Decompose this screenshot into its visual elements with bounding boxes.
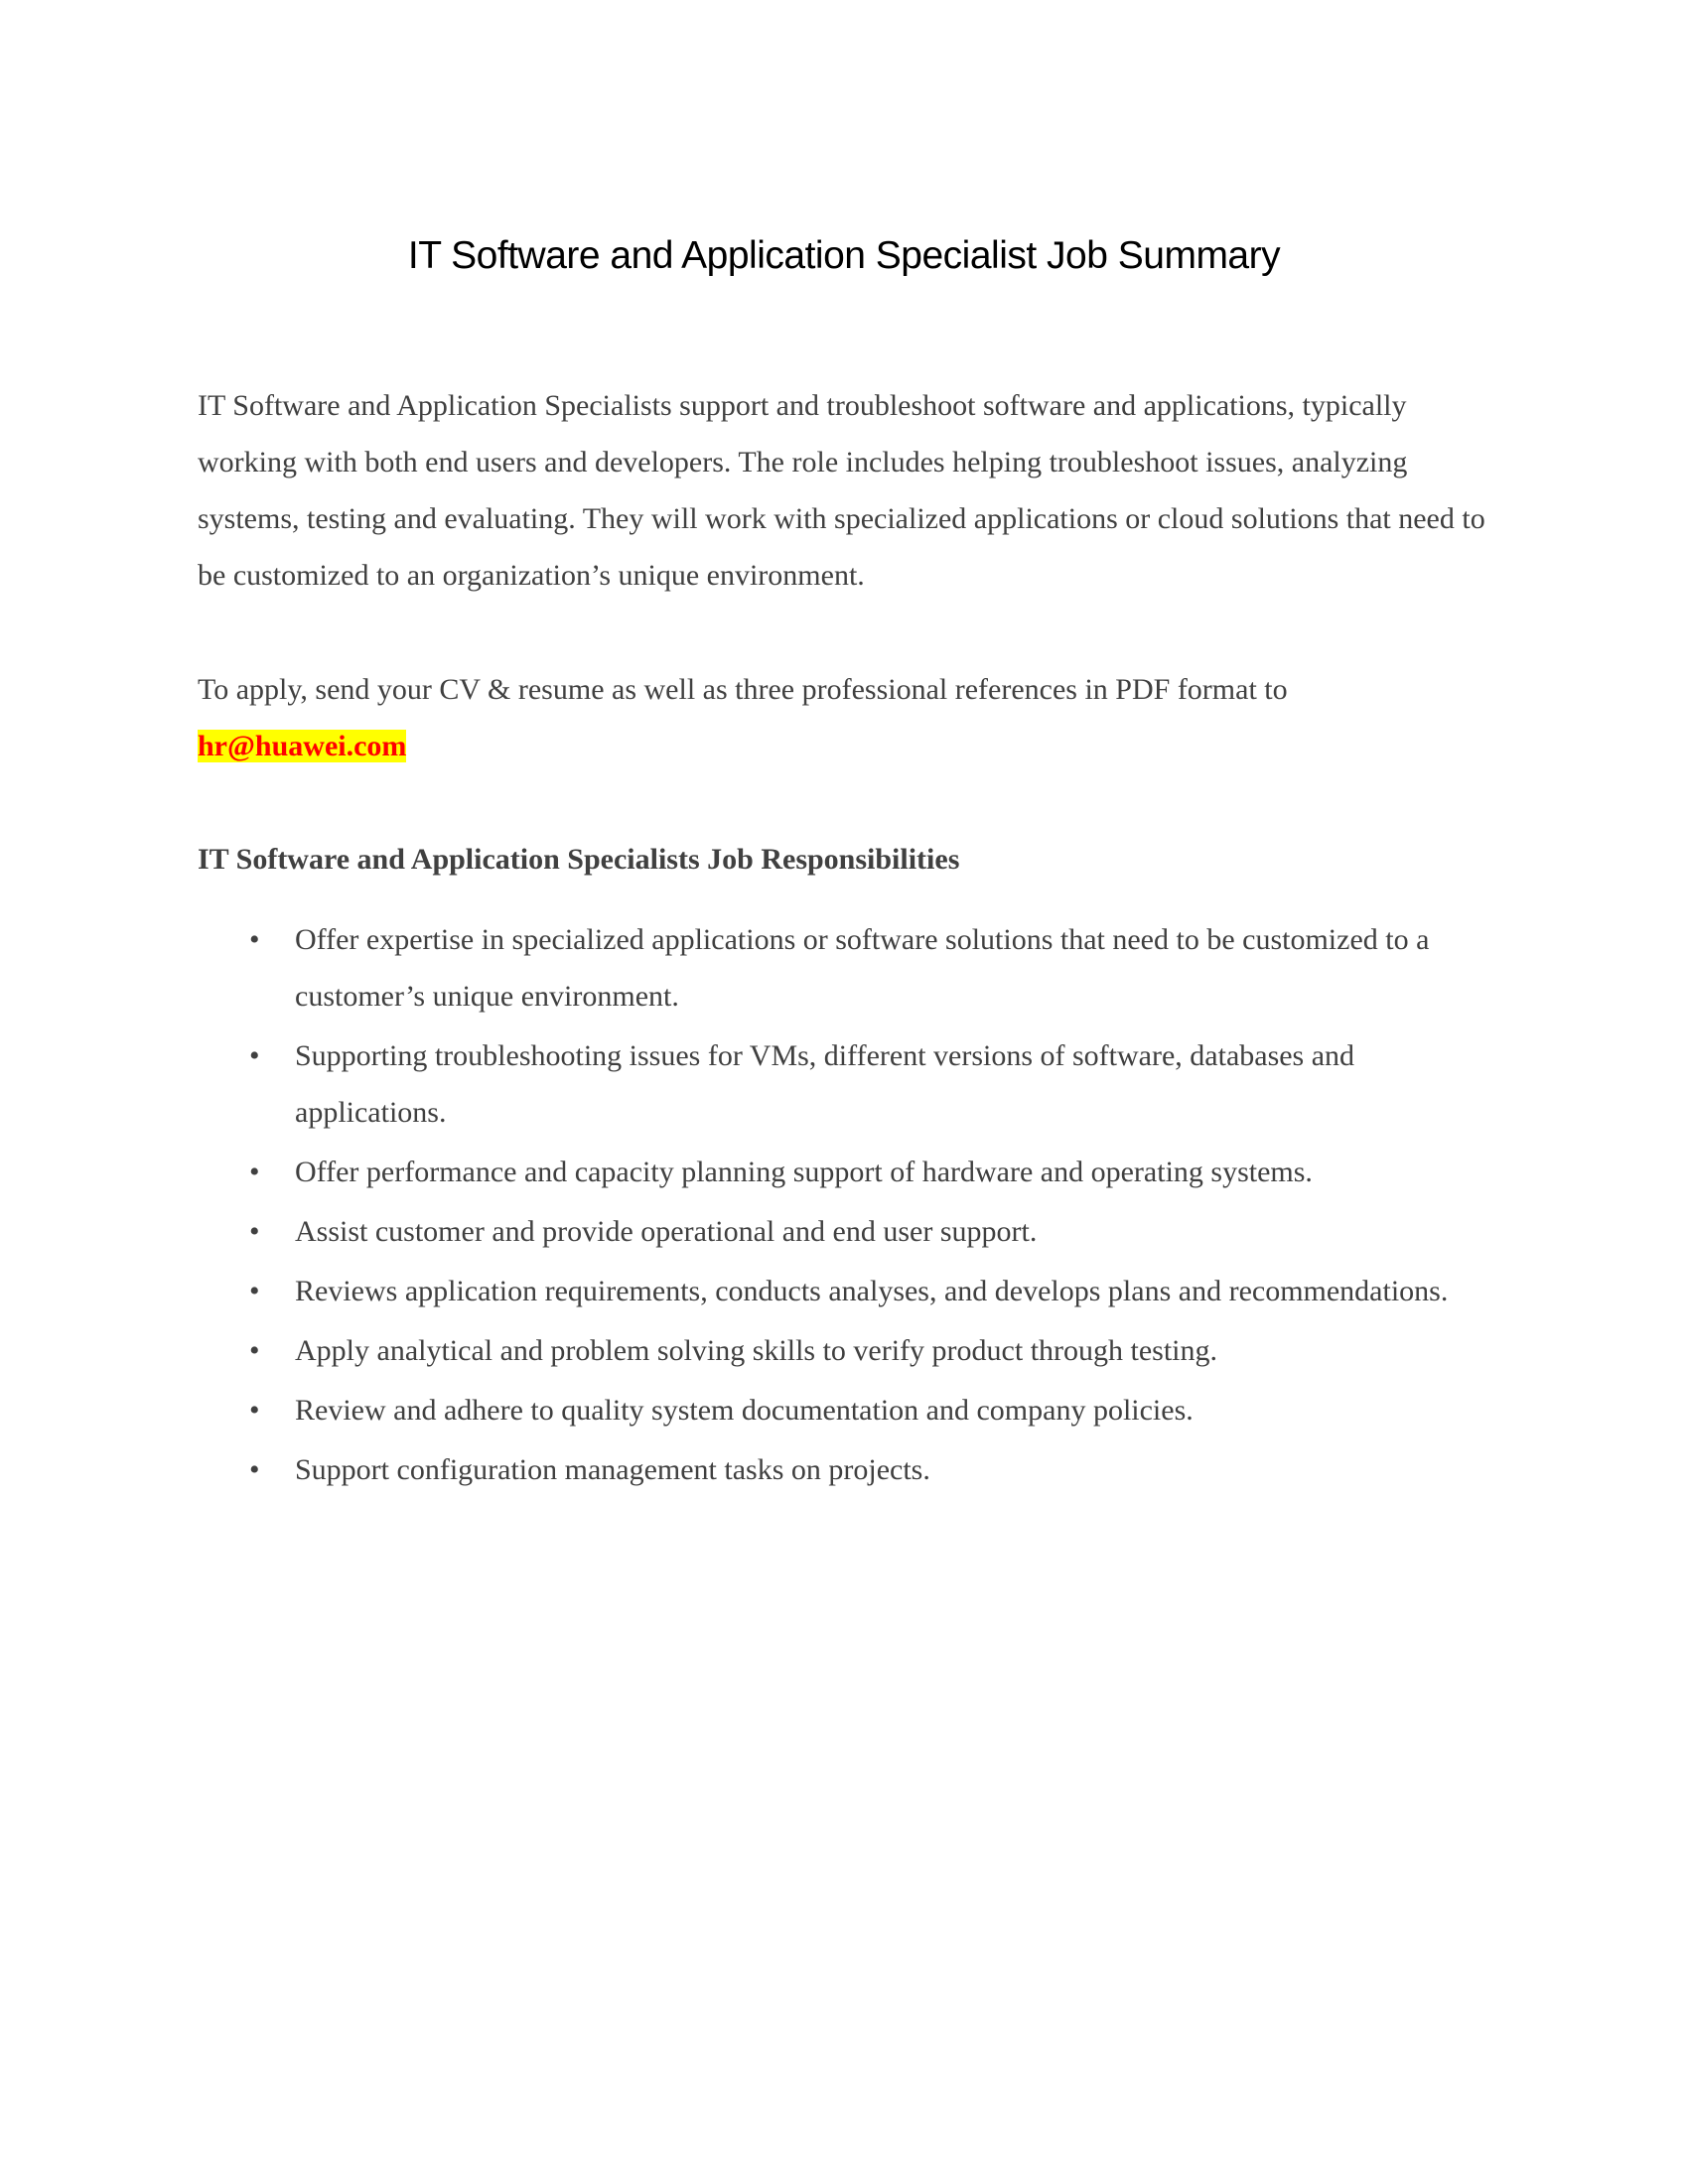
apply-paragraph — [198, 661, 1498, 774]
bullet-icon: • — [249, 1334, 260, 1367]
responsibilities-list — [198, 911, 1508, 1501]
responsibilities-heading: IT Software and Application Specialists Job Responsibilities — [198, 843, 960, 876]
email-link[interactable]: hr@huawei.com — [198, 730, 407, 762]
list-item: • Offer expertise in specialized applications or software solutions that need to be customized to a customer’s unique environment. — [198, 911, 1508, 1024]
bullet-icon: • — [249, 1039, 260, 1072]
list-item: • Reviews application requirements, conducts analyses, and develops plans and recommendations. — [198, 1263, 1508, 1319]
bullet-icon: • — [249, 1275, 260, 1307]
list-item: • Support configuration management tasks on projects. — [198, 1441, 1508, 1498]
list-item: • Offer performance and capacity planning support of hardware and operating systems. — [198, 1144, 1508, 1200]
bullet-icon: • — [249, 1453, 260, 1486]
document-title: IT Software and Application Specialist Job Summary — [407, 234, 1281, 277]
list-item: • Supporting troubleshooting issues for VMs, different versions of software, databases and applications. — [198, 1027, 1508, 1141]
list-item: • Apply analytical and problem solving skills to verify product through testing. — [198, 1322, 1508, 1379]
list-item: • Assist customer and provide operational and end user support. — [198, 1203, 1508, 1260]
bullet-icon: • — [249, 1394, 260, 1427]
bullet-icon: • — [249, 1215, 260, 1248]
summary-paragraph: IT Software and Application Specialists support and troubleshoot software and applications, typically working with both end users and developers. The role includes helping troubleshoot issues, analyzing systems, testing and evaluating. They will work with specialized applications or cloud solutions that need to be customized to an organization’s unique environment. — [198, 389, 1485, 592]
bullet-icon: • — [249, 1156, 260, 1188]
list-item: • Review and adhere to quality system documentation and company policies. — [198, 1382, 1508, 1438]
apply-text: To apply, send your CV & resume as well as three professional references in PDF format to — [198, 673, 1288, 706]
bullet-icon: • — [249, 923, 260, 956]
